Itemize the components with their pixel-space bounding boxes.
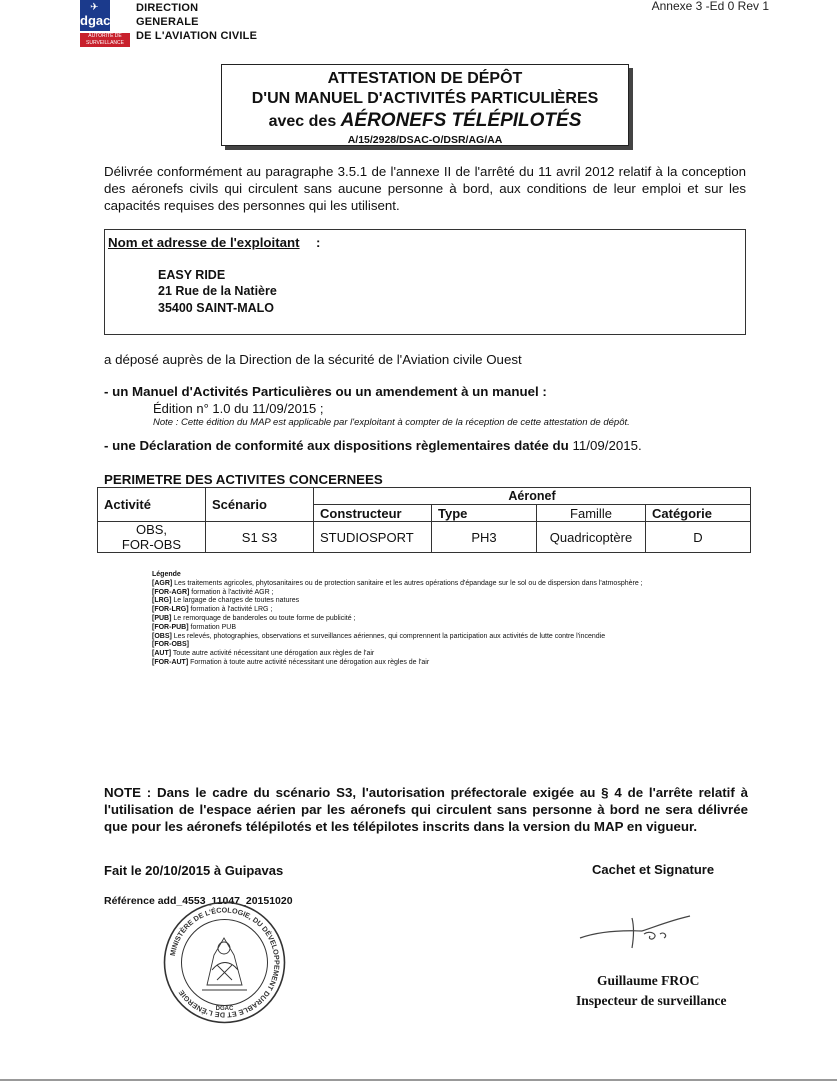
plane-icon: ✈ (90, 2, 99, 13)
legend-code: [PUB] (152, 614, 172, 622)
fait-date-place: Fait le 20/10/2015 à Guipavas (104, 863, 284, 878)
legend-text: Formation à toute autre activité nécessitant une dérogation aux règles de l'air (188, 658, 430, 666)
header-famille: Famille (537, 505, 646, 522)
header-aeronef: Aéronef (314, 488, 751, 505)
cell-famille: Quadricoptère (537, 522, 646, 553)
legend-text: Le largage de charges de toutes natures (171, 597, 300, 605)
annex-version: Annexe 3 -Ed 0 Rev 1 (651, 0, 769, 13)
handwritten-signature (572, 906, 702, 956)
title-line-3 (222, 109, 628, 134)
legend-item (152, 606, 712, 615)
header-constructeur: Constructeur (314, 505, 432, 522)
title-line-2: D'UN MANUEL D'ACTIVITÉS PARTICULIÈRES (251, 90, 599, 107)
direction-line-2: GENERALE (136, 16, 199, 28)
legend-title: Légende (152, 571, 181, 578)
legend-text: Les relevés, photographies, observations et surveillances aériennes, qui comprennent la participation aux activités de lutte contre l'incendie (171, 632, 606, 640)
title-line-3-prefix: avec des (268, 113, 341, 130)
legend-text: formation PUB (188, 623, 237, 631)
signatory-name: Guillaume FROC (597, 973, 700, 988)
note-paragraph: NOTE : Dans le cadre du scénario S3, l'autorisation préfectorale exigée au § 4 de l'arrête relatif à l'utilisation de l'espace aérien par les aéronefs qui circulent sans personne à bord ne sera délivrée que pour les aéronefs télépilotés et les télépilotes inscrits dans la version du MAP en vigueur. (104, 785, 748, 834)
depose-text: a déposé auprès de la Direction de la sécurité de l'Aviation civile Ouest (104, 352, 522, 367)
intro-paragraph: Délivrée conformément au paragraphe 3.5.1 de l'annexe II de l'arrêté du 11 avril 2012 relatif à la conception des aéronefs civils qui circulent sans aucune personne à bord, aux conditions de leur emploi et sur les capacités requises des personnes qui les utilisent. (104, 164, 746, 213)
legend-item (152, 641, 712, 650)
declaration-text: - une Déclaration de conformité aux dispositions règlementaires datée du (104, 438, 569, 453)
cell-categorie: D (646, 522, 751, 553)
exploitant-label-text: Nom et adresse de l'exploitant (108, 235, 300, 250)
exploitant-street: 21 Rue de la Natière (158, 284, 277, 298)
legend (152, 571, 712, 668)
dgac-logo-text: dgac (80, 13, 111, 28)
cell-constructeur: STUDIOSPORT (314, 522, 432, 553)
legend-code: [AUT] (152, 650, 172, 658)
table-row (98, 522, 751, 553)
manual-edition: Édition n° 1.0 du 11/09/2015 ; (153, 401, 324, 416)
signatory-role: Inspecteur de surveillance (576, 993, 727, 1008)
legend-code: [FOR-AUT] (152, 658, 189, 666)
declaration-date: 11/09/2015. (568, 438, 642, 453)
legend-code: [AGR] (152, 579, 173, 587)
svg-text:MINISTÈRE DE L'ÉCOLOGIE, DU DÉ: MINISTÈRE DE L'ÉCOLOGIE, DU DÉVELOPPEMENT DURABLE ET DE L'ÉNERGIE (167, 905, 282, 1020)
table-header-row-1 (98, 488, 751, 505)
logo-authority-banner: AUTORITÉ DE SURVEILLANCE (80, 33, 130, 47)
legend-code: [LRG] (152, 597, 172, 605)
page-bottom-divider (0, 1079, 837, 1081)
legend-text: Les traitements agricoles, phytosanitaires ou de protection sanitaire et les autres opérations d'épandage sur le sol ou de dispersion dans l'atmosphère ; (172, 579, 643, 587)
perimetre-heading: PERIMETRE DES ACTIVITES CONCERNEES (104, 472, 383, 487)
cell-activite (98, 522, 206, 553)
legend-item (152, 633, 712, 642)
reference-number: Référence add_4553_11047_20151020 (104, 895, 293, 907)
bullet-manual: - un Manuel d'Activités Particulières ou un amendement à un manuel : (104, 384, 547, 399)
bullet-declaration (104, 438, 642, 453)
legend-code: [FOR-OBS] (152, 641, 189, 649)
legend-item (152, 580, 712, 589)
exploitant-colon: : (316, 235, 321, 250)
direction-heading (136, 1, 257, 43)
legend-item (152, 659, 712, 668)
cell-type: PH3 (432, 522, 537, 553)
legend-code: [OBS] (152, 632, 172, 640)
legend-text: formation à l'activité LRG ; (188, 606, 273, 614)
title-reference: A/15/2928/DSAC-O/DSR/AG/AA (347, 134, 503, 146)
activities-table (97, 487, 751, 553)
header-type: Type (432, 505, 537, 522)
exploitant-name: EASY RIDE (158, 268, 226, 282)
legend-code: [FOR-LRG] (152, 606, 189, 614)
legend-code: [FOR-PUB] (152, 623, 189, 631)
official-stamp (162, 900, 287, 1025)
legend-code: [FOR-AGR] (152, 588, 190, 596)
cell-scenario: S1 S3 (206, 522, 314, 553)
header-scenario: Scénario (206, 488, 314, 522)
exploitant-label (108, 235, 300, 250)
legend-item (152, 589, 712, 598)
svg-text:DGAC: DGAC (215, 1006, 234, 1012)
legend-item (152, 624, 712, 633)
direction-line-3: DE L'AVIATION CIVILE (136, 30, 258, 42)
cell-activite-2: FOR-OBS (121, 537, 182, 552)
legend-text: Toute autre activité nécessitant une dérogation aux règles de l'air (171, 650, 375, 658)
cell-activite-1: OBS, (135, 522, 168, 537)
legend-text: formation à l'activité AGR ; (189, 588, 274, 596)
legend-item (152, 597, 712, 606)
cachet-signature-label: Cachet et Signature (592, 862, 715, 877)
direction-line-1: DIRECTION (136, 2, 199, 14)
legend-item (152, 650, 712, 659)
title-line-1: ATTESTATION DE DÉPÔT (327, 70, 523, 87)
title-line-3-emphasis: AÉRONEFS TÉLÉPILOTÉS (340, 110, 582, 131)
manual-note: Note : Cette édition du MAP est applicable par l'exploitant à compter de la réception de cette attestation de dépôt. (153, 417, 630, 428)
header-categorie: Catégorie (646, 505, 751, 522)
header-activite: Activité (98, 488, 206, 522)
legend-item (152, 615, 712, 624)
title-box (221, 64, 629, 146)
exploitant-city: 35400 SAINT-MALO (158, 301, 275, 315)
legend-text: Le remorquage de banderoles ou toute forme de publicité ; (171, 614, 356, 622)
